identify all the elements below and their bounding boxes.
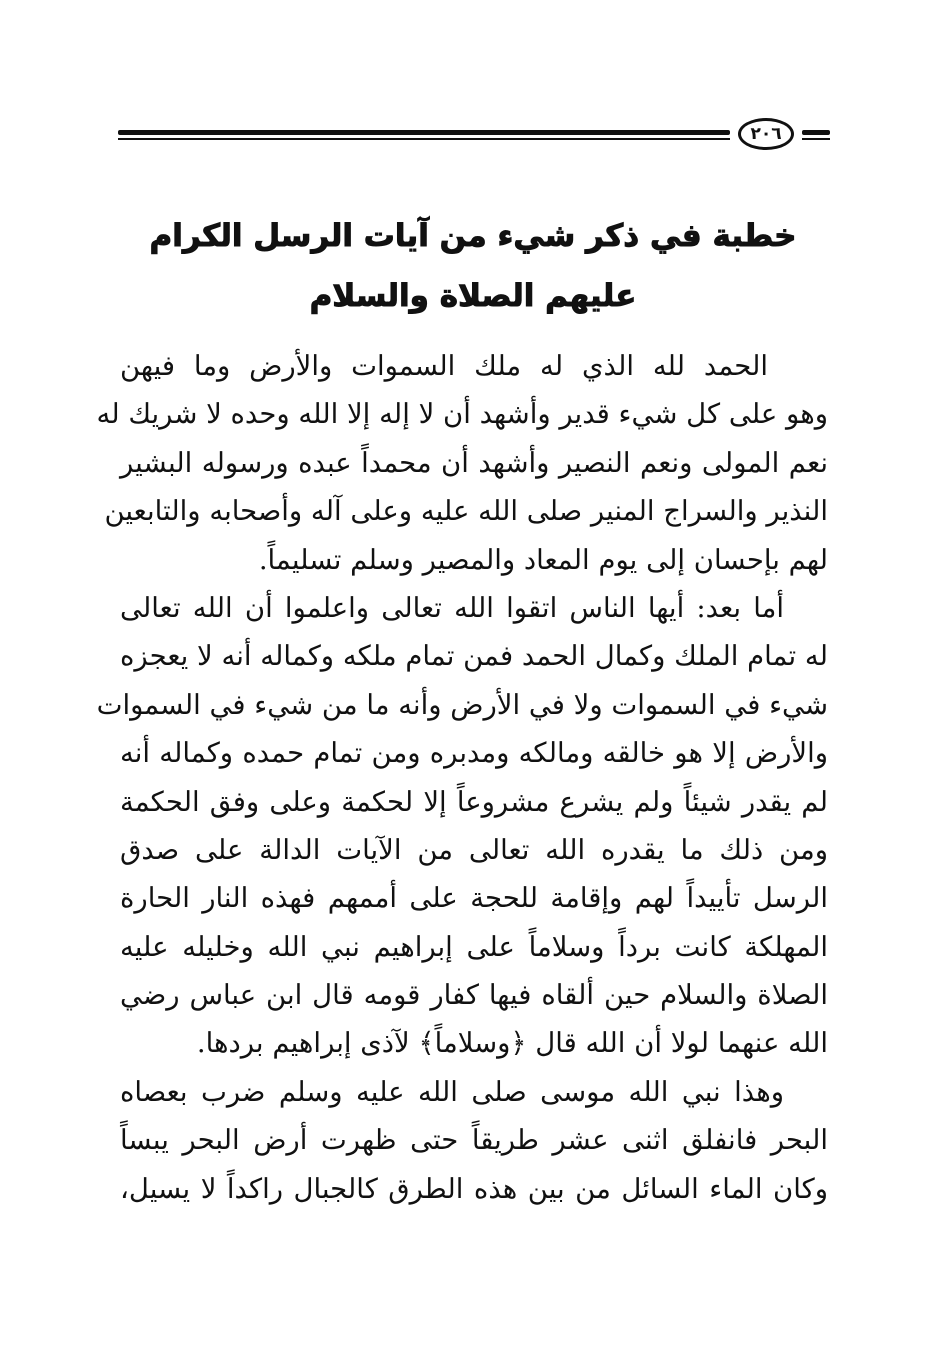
sermon-title xyxy=(140,206,806,326)
title-line-1: خطبة في ذكر شيء من آيات الرسل الكرام xyxy=(149,218,797,254)
text-line: الحمد لله الذي له ملك السموات والأرض وما فيهن xyxy=(120,350,768,382)
text-line: وهذا نبي الله موسى صلى الله عليه وسلم ضرب بعصاه xyxy=(120,1075,784,1108)
text-line: وهو على كل شيء قدير وأشهد أن لا إله إلا الله وحده لا شريك له xyxy=(96,398,828,431)
text-line: الصلاة والسلام حين ألقاه فيها كفار قومه قال ابن عباس رضي xyxy=(120,979,828,1012)
header-rule-thick xyxy=(118,130,730,135)
header-rule-thin xyxy=(118,138,730,140)
text-line: لهم بإحسان إلى يوم المعاد والمصير وسلم تسليماً. xyxy=(258,543,828,576)
text-line: نعم المولى ونعم النصير وأشهد أن محمداً عبده ورسوله البشير xyxy=(120,446,828,479)
header-tail-thin xyxy=(802,138,830,140)
text-line: وكان الماء السائل من بين هذه الطرق كالجبال راكداً لا يسيل، xyxy=(120,1172,828,1205)
text-line: أما بعد: أيها الناس اتقوا الله تعالى واعلموا أن الله تعالى xyxy=(120,591,784,624)
text-line: له تمام الملك وكمال الحمد فمن تمام ملكه وكماله أنه لا يعجزه xyxy=(120,640,828,673)
text-line: المهلكة كانت برداً وسلاماً على إبراهيم نبي الله وخليله عليه xyxy=(120,930,828,963)
text-line: لم يقدر شيئاً ولم يشرع مشروعاً إلا لحكمة وعلى وفق الحكمة xyxy=(120,785,828,818)
text-line: البحر فانفلق اثنى عشر طريقاً حتى ظهرت أرض البحر يبساً xyxy=(120,1124,828,1157)
header-tail-thick xyxy=(802,130,830,135)
page-header xyxy=(118,116,830,156)
title-line-2: عليهم الصلاة والسلام xyxy=(309,278,637,314)
text-line: شيء في السموات ولا في الأرض وأنه ما من شيء في السموات xyxy=(96,688,828,721)
header-rule xyxy=(118,130,730,141)
text-line: والأرض إلا هو خالقه ومالكه ومدبره ومن تمام حمده وكماله أنه xyxy=(120,737,828,770)
header-rule-tail xyxy=(802,130,830,141)
text-line: النذير والسراج المنير صلى الله عليه وعلى آله وأصحابه والتابعين xyxy=(104,495,828,528)
text-line: الله عنهما لولا أن الله قال ﴿وسلاماً﴾ لآذى إبراهيم بردها. xyxy=(196,1027,828,1060)
text-line: ومن ذلك ما يقدره الله تعالى من الآيات الدالة على صدق xyxy=(120,833,828,866)
text-line: الرسل تأييداً لهم وإقامة للحجة على أممهم فهذه النار الحارة xyxy=(120,882,828,915)
sermon-body xyxy=(96,342,828,1213)
page-number: ٢٠٦ xyxy=(738,118,794,150)
